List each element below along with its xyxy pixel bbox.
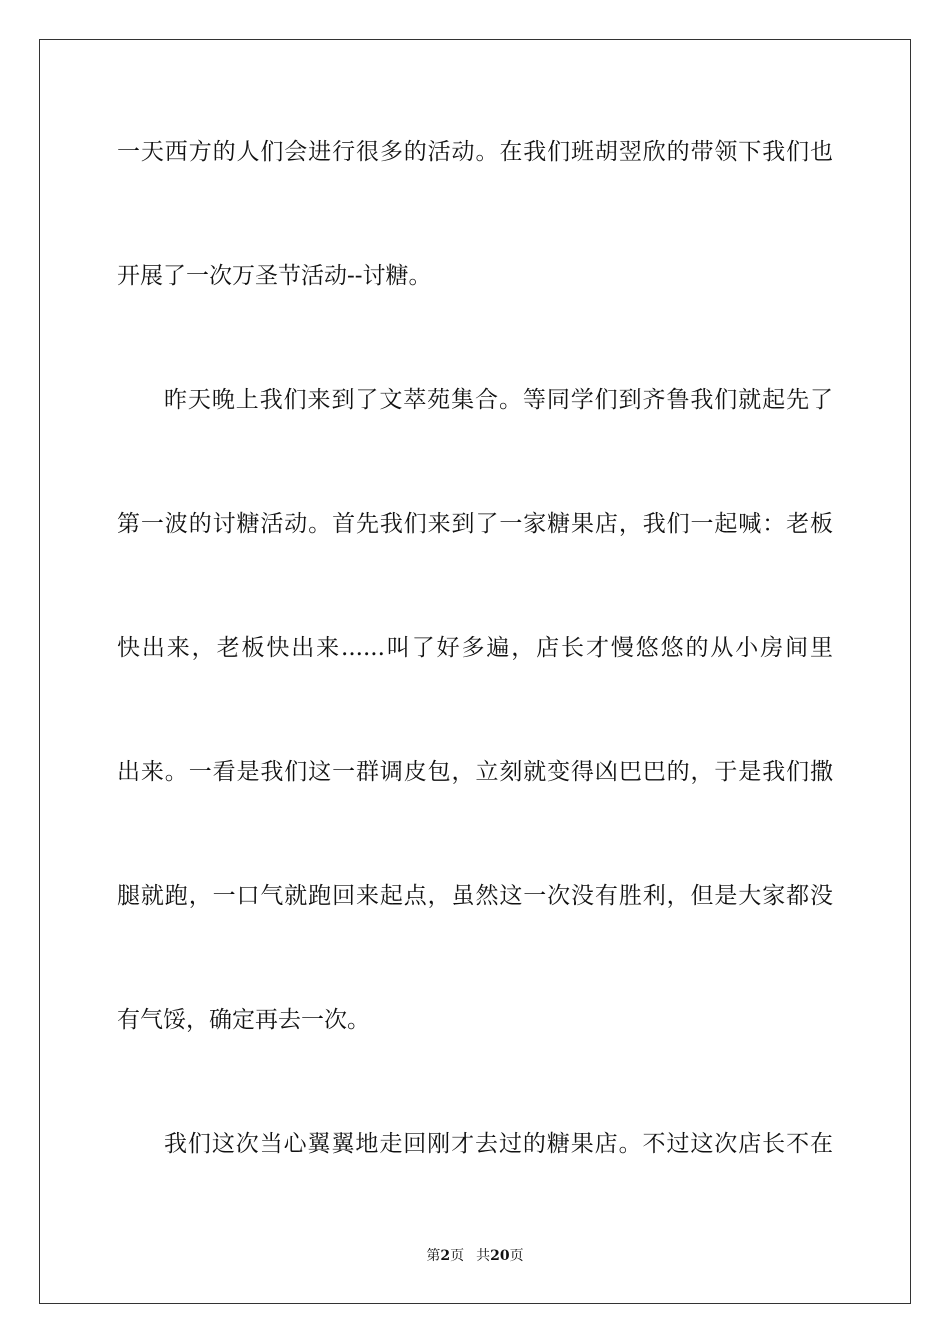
- paragraph-line: 一天西方的人们会进行很多的活动。在我们班胡翌欣的带领下我们也: [117, 139, 833, 165]
- total-suffix: 页: [509, 1248, 524, 1264]
- paragraph-line: 我们这次当心翼翼地走回刚才去过的糖果店。不过这次店长不在: [164, 1131, 833, 1157]
- paragraph-line: 快出来，老板快出来......叫了好多遍，店长才慢悠悠的从小房间里: [117, 635, 833, 661]
- total-pages: 20: [490, 1248, 510, 1264]
- paragraph-line: 昨天晚上我们来到了文萃苑集合。等同学们到齐鲁我们就起先了: [164, 387, 833, 413]
- paragraph-line: 第一波的讨糖活动。首先我们来到了一家糖果店，我们一起喊：老板: [117, 511, 833, 537]
- paragraph-line: 腿就跑，一口气就跑回来起点，虽然这一次没有胜利，但是大家都没: [117, 883, 833, 909]
- paragraph-line: 有气馁，确定再去一次。: [117, 1007, 370, 1033]
- page-number: 2: [440, 1248, 451, 1264]
- paragraph-line: 出来。一看是我们这一群调皮包，立刻就变得凶巴巴的，于是我们撒: [117, 759, 833, 785]
- page-suffix: 页: [450, 1248, 465, 1264]
- paragraph-line: 开展了一次万圣节活动--讨糖。: [117, 263, 432, 289]
- total-prefix: 共: [476, 1248, 491, 1264]
- page-prefix: 第: [426, 1248, 441, 1264]
- page-footer: [0, 1246, 950, 1266]
- page-border: [39, 39, 911, 1304]
